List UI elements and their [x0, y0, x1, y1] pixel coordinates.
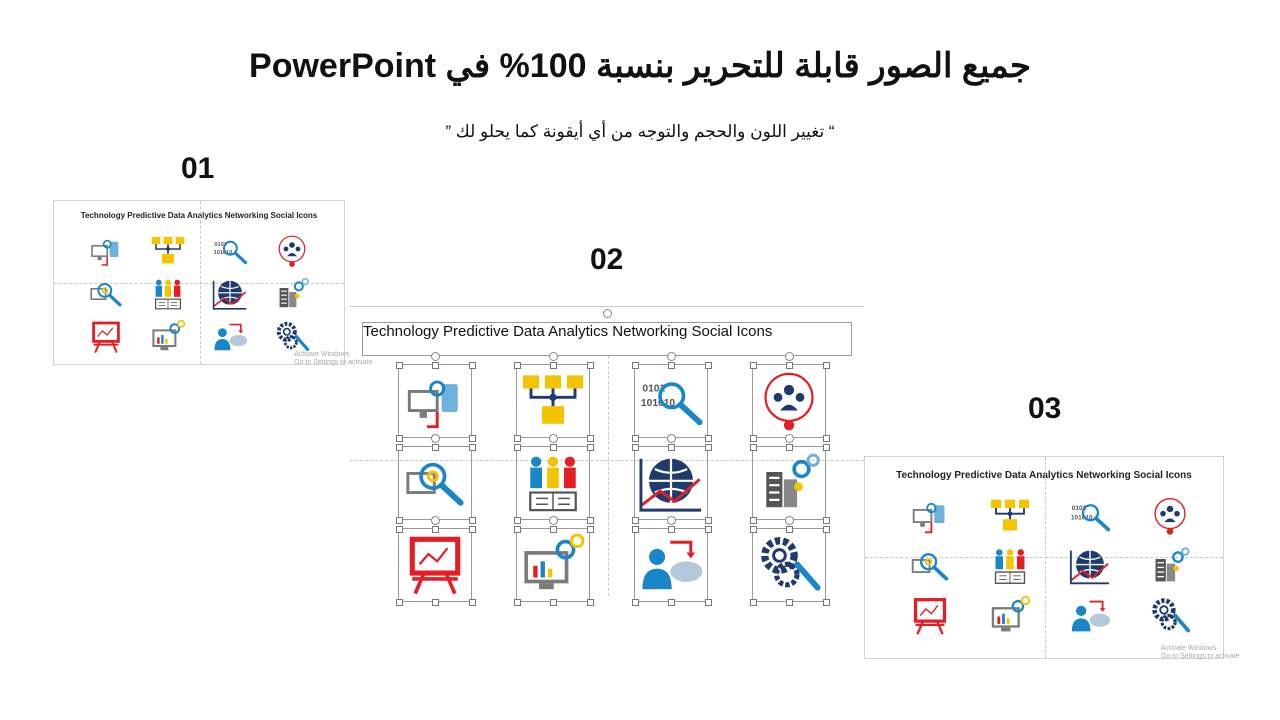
resize-handle[interactable]	[469, 435, 476, 442]
resize-handle[interactable]	[587, 362, 594, 369]
resize-handle[interactable]	[587, 444, 594, 451]
resize-handle[interactable]	[396, 526, 403, 533]
monitor-gears-icon	[150, 319, 186, 355]
slide-top-border	[350, 306, 864, 307]
resize-handle[interactable]	[550, 599, 557, 606]
resize-handle[interactable]	[786, 599, 793, 606]
monitor-gears-icon	[989, 595, 1031, 637]
resize-handle[interactable]	[469, 526, 476, 533]
resize-handle[interactable]	[632, 517, 639, 524]
rotate-handle[interactable]	[431, 352, 440, 361]
resize-handle[interactable]	[396, 599, 403, 606]
resize-handle[interactable]	[705, 517, 712, 524]
resize-handle[interactable]	[705, 435, 712, 442]
computer-network-icon	[88, 233, 124, 269]
resize-handle[interactable]	[550, 444, 557, 451]
person-cloud-icon	[212, 319, 248, 355]
resize-handle[interactable]	[823, 599, 830, 606]
resize-handle[interactable]	[786, 362, 793, 369]
resize-handle[interactable]	[550, 362, 557, 369]
resize-handle[interactable]	[396, 362, 403, 369]
resize-handle[interactable]	[632, 526, 639, 533]
slide-title: Technology Predictive Data Analytics Networking Social Icons	[363, 323, 773, 340]
team-circle-icon	[1149, 495, 1191, 537]
slide-editing-view-02[interactable]	[350, 306, 864, 600]
resize-handle[interactable]	[550, 526, 557, 533]
resize-handle[interactable]	[823, 444, 830, 451]
rotate-handle[interactable]	[667, 434, 676, 443]
selection-box[interactable]	[516, 528, 590, 602]
resize-handle[interactable]	[514, 444, 521, 451]
resize-handle[interactable]	[705, 444, 712, 451]
rotate-handle[interactable]	[785, 434, 794, 443]
binary-search-icon	[1069, 495, 1111, 537]
resize-handle[interactable]	[750, 444, 757, 451]
resize-handle[interactable]	[396, 444, 403, 451]
resize-handle[interactable]	[432, 599, 439, 606]
svg-text:0101: 0101	[642, 383, 666, 395]
rotate-handle[interactable]	[549, 434, 558, 443]
panel-number-01: 01	[181, 152, 215, 185]
slide-title-selection[interactable]	[362, 322, 852, 356]
resize-handle[interactable]	[587, 435, 594, 442]
resize-handle[interactable]	[750, 517, 757, 524]
rotate-handle[interactable]	[667, 352, 676, 361]
resize-handle[interactable]	[432, 362, 439, 369]
rotate-handle[interactable]	[549, 516, 558, 525]
presentation-board-icon	[88, 319, 124, 355]
person-cloud-icon	[1069, 595, 1111, 637]
resize-handle[interactable]	[632, 444, 639, 451]
page-title: جميع الصور قابلة للتحرير بنسبة 100% في PowerPoint	[249, 47, 1031, 85]
server-gears-icon	[1149, 545, 1191, 587]
magnify-analytics-icon	[909, 545, 951, 587]
resize-handle[interactable]	[469, 362, 476, 369]
resize-handle[interactable]	[705, 526, 712, 533]
resize-handle[interactable]	[750, 362, 757, 369]
globe-chart-icon	[1069, 545, 1111, 587]
resize-handle[interactable]	[514, 435, 521, 442]
selection-box[interactable]	[398, 364, 472, 438]
resize-handle[interactable]	[469, 599, 476, 606]
slide-title: Technology Predictive Data Analytics Networking Social Icons	[896, 470, 1192, 481]
resize-handle[interactable]	[469, 444, 476, 451]
selection-box[interactable]	[516, 364, 590, 438]
resize-handle[interactable]	[668, 599, 675, 606]
svg-text:101010: 101010	[1070, 514, 1093, 522]
svg-text:101010: 101010	[213, 249, 233, 256]
selection-box[interactable]	[634, 446, 708, 520]
rotate-handle[interactable]	[431, 434, 440, 443]
svg-text:101010: 101010	[640, 398, 676, 410]
server-gears-icon	[274, 276, 310, 312]
panel-number-02: 02	[590, 243, 624, 276]
selection-box[interactable]	[516, 446, 590, 520]
rotate-handle[interactable]	[667, 516, 676, 525]
resize-handle[interactable]	[587, 517, 594, 524]
selection-box[interactable]	[398, 446, 472, 520]
rotate-handle[interactable]	[431, 516, 440, 525]
rotate-handle[interactable]	[785, 352, 794, 361]
selection-box[interactable]	[752, 364, 826, 438]
selection-box[interactable]	[752, 446, 826, 520]
gear-search-icon	[274, 319, 310, 355]
resize-handle[interactable]	[823, 517, 830, 524]
resize-handle[interactable]	[632, 435, 639, 442]
resize-handle[interactable]	[396, 435, 403, 442]
slide-thumbnail-01[interactable]	[53, 200, 373, 366]
selection-box[interactable]	[752, 528, 826, 602]
flowchart-icon	[989, 495, 1031, 537]
globe-chart-icon	[212, 276, 248, 312]
panel-number-03: 03	[1028, 392, 1062, 425]
presentation-board-icon	[909, 595, 951, 637]
resize-handle[interactable]	[823, 362, 830, 369]
watermark: Activate Windows Go to Settings to activate	[1161, 645, 1240, 660]
selection-box[interactable]	[634, 364, 708, 438]
resize-handle[interactable]	[514, 517, 521, 524]
resize-handle[interactable]	[705, 362, 712, 369]
gear-search-icon	[1149, 595, 1191, 637]
rotate-handle[interactable]	[549, 352, 558, 361]
flowchart-icon	[150, 233, 186, 269]
resize-handle[interactable]	[823, 435, 830, 442]
resize-handle[interactable]	[432, 444, 439, 451]
computer-network-icon	[909, 495, 951, 537]
team-circle-icon	[274, 233, 310, 269]
resize-handle[interactable]	[396, 517, 403, 524]
rotate-handle[interactable]	[603, 309, 612, 318]
resize-handle[interactable]	[514, 599, 521, 606]
svg-text:0101: 0101	[1071, 504, 1087, 512]
selection-box[interactable]	[634, 528, 708, 602]
slide-title: Technology Predictive Data Analytics Networking Social Icons	[80, 211, 318, 220]
resize-handle[interactable]	[632, 599, 639, 606]
resize-handle[interactable]	[632, 362, 639, 369]
resize-handle[interactable]	[469, 517, 476, 524]
resize-handle[interactable]	[668, 362, 675, 369]
resize-handle[interactable]	[514, 526, 521, 533]
resize-handle[interactable]	[750, 526, 757, 533]
resize-handle[interactable]	[750, 435, 757, 442]
binary-search-icon	[212, 233, 248, 269]
resize-handle[interactable]	[432, 526, 439, 533]
guide-line	[1045, 457, 1046, 658]
resize-handle[interactable]	[705, 599, 712, 606]
guide-line	[200, 201, 201, 364]
selection-box[interactable]	[398, 528, 472, 602]
rotate-handle[interactable]	[785, 516, 794, 525]
people-books-icon	[150, 276, 186, 312]
resize-handle[interactable]	[587, 599, 594, 606]
resize-handle[interactable]	[786, 444, 793, 451]
resize-handle[interactable]	[823, 526, 830, 533]
people-books-icon	[989, 545, 1031, 587]
slide-thumbnail-03[interactable]	[864, 456, 1240, 660]
resize-handle[interactable]	[587, 526, 594, 533]
resize-handle[interactable]	[786, 526, 793, 533]
watermark: Activate Windows Go to Settings to activate	[294, 351, 373, 366]
resize-handle[interactable]	[514, 362, 521, 369]
resize-handle[interactable]	[750, 599, 757, 606]
magnify-analytics-icon	[88, 276, 124, 312]
resize-handle[interactable]	[668, 526, 675, 533]
page-subtitle: “ تغيير اللون والحجم والتوجه من أي أيقونة كما يحلو لك ”	[445, 122, 835, 141]
svg-text:0101: 0101	[214, 241, 227, 248]
resize-handle[interactable]	[668, 444, 675, 451]
guide-line	[608, 356, 609, 596]
